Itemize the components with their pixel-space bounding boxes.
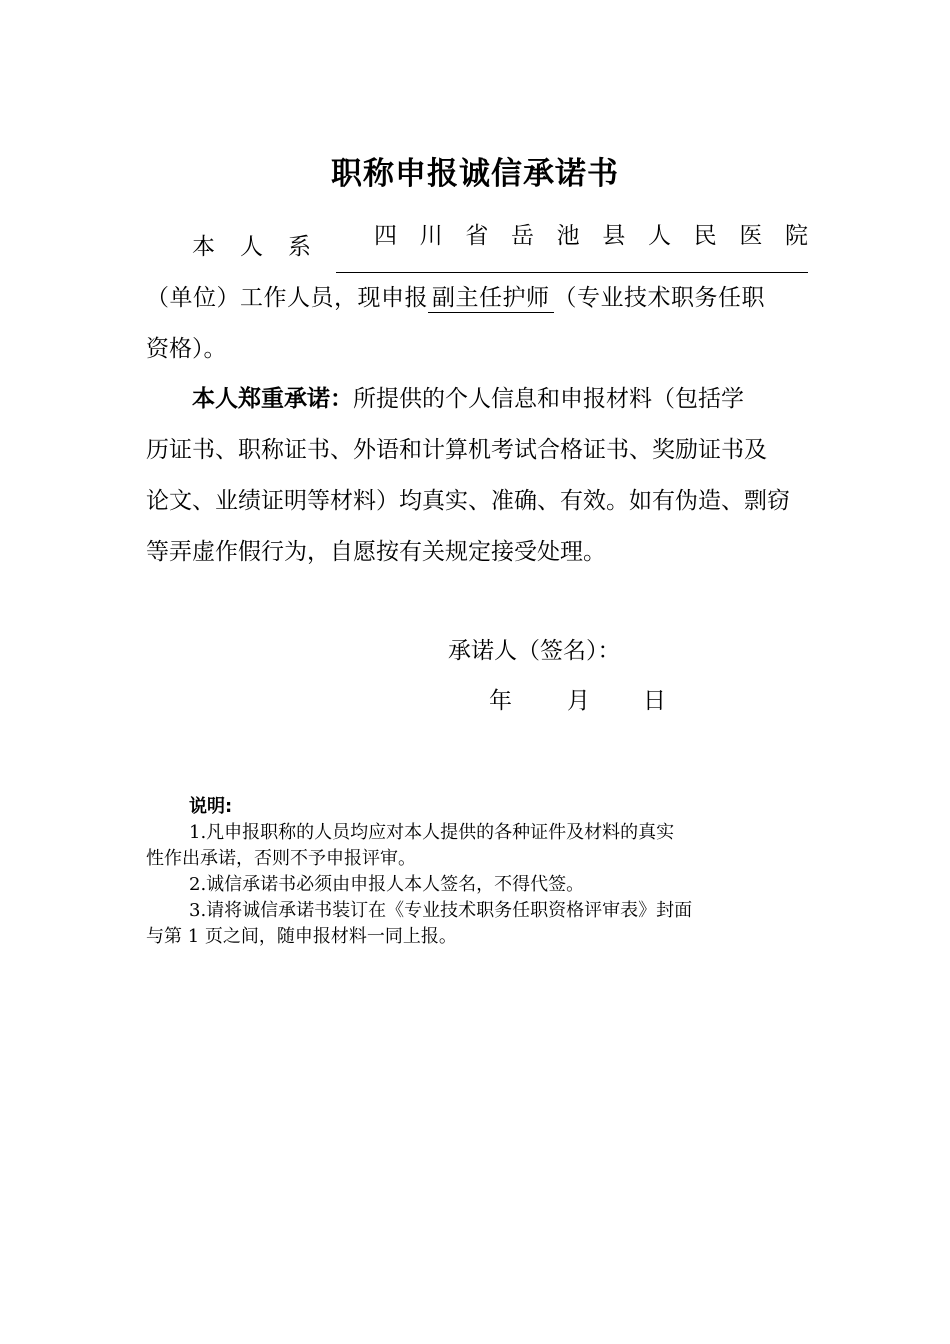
paragraph1-line2: [146, 273, 808, 324]
paragraph1-line1: [146, 222, 808, 273]
paragraph2-line3: 论文、业绩证明等材料）均真实、准确、有效。如有伪造、剽窃: [146, 488, 790, 514]
notes-heading: 说明:: [189, 796, 233, 817]
date-year-label: 年: [489, 688, 512, 714]
commitment-line1: 所提供的个人信息和申报材料（包括学: [353, 386, 744, 412]
commitment-lead: 本人郑重承诺：: [192, 386, 353, 412]
notes-section: [146, 794, 808, 950]
line2-prefix: （单位）工作人员，现申报: [146, 285, 428, 311]
note-item-3-line1: 3.请将诚信承诺书装订在《专业技术职务任职资格评审表》封面: [189, 900, 693, 921]
date-day-label: 日: [643, 688, 666, 714]
paragraph2-line1: [146, 374, 808, 425]
note-item-3-line2: 与第 1 页之间，随申报材料一同上报。: [146, 926, 457, 947]
line2-suffix: （专业技术职务任职: [553, 285, 765, 311]
prefix-text: 本人系: [192, 234, 336, 260]
document-title: 职称申报诚信承诺书: [331, 156, 619, 192]
note-item-1-line1: 1.凡申报职称的人员均应对本人提供的各种证件及材料的真实: [189, 822, 675, 843]
paragraph2-line2: 历证书、职称证书、外语和计算机考试合格证书、奖励证书及: [146, 437, 767, 463]
paragraph2-line4: 等弄虚作假行为，自愿按有关规定接受处理。: [146, 539, 606, 565]
commitment-paragraph: [146, 374, 808, 578]
qualification-field: 副主任护师: [428, 284, 554, 313]
unit-name-field: 四川省岳池县人民医院: [336, 222, 808, 273]
signature-label: 承诺人（签名）：: [448, 638, 621, 664]
date-month-label: 月: [567, 688, 590, 714]
note-item-2: 2.诚信承诺书必须由申报人本人签名，不得代签。: [189, 874, 585, 895]
note-item-1-line2: 性作出承诺，否则不予申报评审。: [146, 848, 416, 869]
paragraph1-line3: 资格）。: [146, 336, 227, 362]
employment-paragraph: [146, 222, 808, 375]
